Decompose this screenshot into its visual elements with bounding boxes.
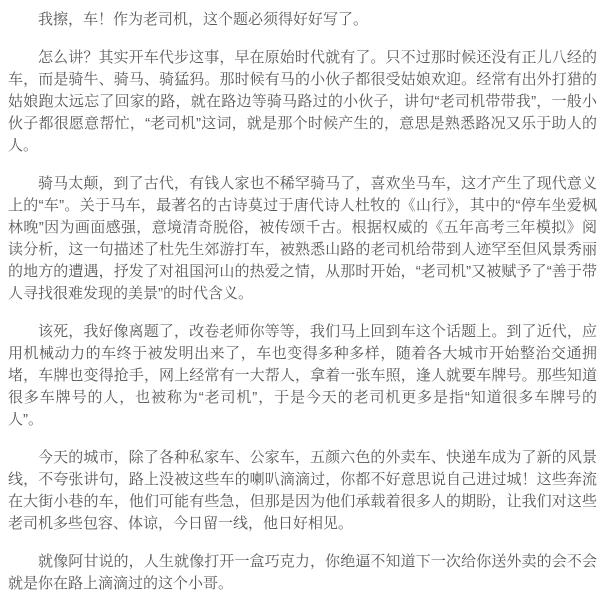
paragraph-5: 今天的城市，除了各种私家车、公家车，五颜六色的外卖车、快递车成为了新的风景线，不夸张讲句，路上没被这些车的喇叭滴滴过，你都不好意思说自己进过城！这些奔流在大街小巷的车，他们可能有些急，但那是因为他们承载着很多人的期盼，让我们对这些老司机多些包容、体谅，今日留一线，他日好相见。	[8, 449, 597, 532]
paragraph-4: 该死，我好像离题了，改卷老师你等等，我们马上回到车这个话题上。到了近代，应用机械动力的车终于被发明出来了，车也变得多种多样，随着各大城市开始整治交通拥堵，车牌也变得抢手，网上经常有一大帮人，拿着一张车照，逢人就要车牌号。那些知道很多车牌号的人，也被称为“老司机”，于是今天的老司机更多是指“知道很多车牌号的人”。	[8, 323, 597, 428]
paragraph-1: 我擦，车！作为老司机，这个题必须得好好写了。	[38, 11, 369, 28]
paragraph-2: 怎么讲？其实开车代步这事，早在原始时代就有了。只不过那时候还没有正儿八经的车，而是骑牛、骑马、骑猛犸。那时候有马的小伙子都很受姑娘欢迎。经常有出外打猎的姑娘跑太远忘了回家的路，就在路边等骑马路过的小伙子，讲句“老司机带带我”，一般小伙子都很愿意帮忙，“老司机”这词，就是那个时候产生的，意思是熟悉路况又乐于助人的人。	[8, 49, 597, 154]
paragraph-6: 就像阿甘说的，人生就像打开一盒巧克力，你绝逼不知道下一次给你送外卖的会不会就是你在路上滴滴过的这个小哥。	[8, 553, 597, 592]
paragraph-3: 骑马太颠，到了古代，有钱人家也不稀罕骑马了，喜欢坐马车，这才产生了现代意义上的“车”。关于马车，最著名的古诗莫过于唐代诗人杜牧的《山行》，其中的“停车坐爱枫林晚”因为画面感强，意境清奇脱俗，被传颂千古。根据权威的《五年高考三年模拟》阅读分析，这一句描述了杜先生郊游打车，被熟悉山路的老司机给带到人迹罕至但风景秀丽的地方的遭遇，抒发了对祖国河山的热爱之情，从那时开始，“老司机”又被赋予了“善于带人寻找很难发现的美景”的时代含义。	[8, 175, 597, 302]
